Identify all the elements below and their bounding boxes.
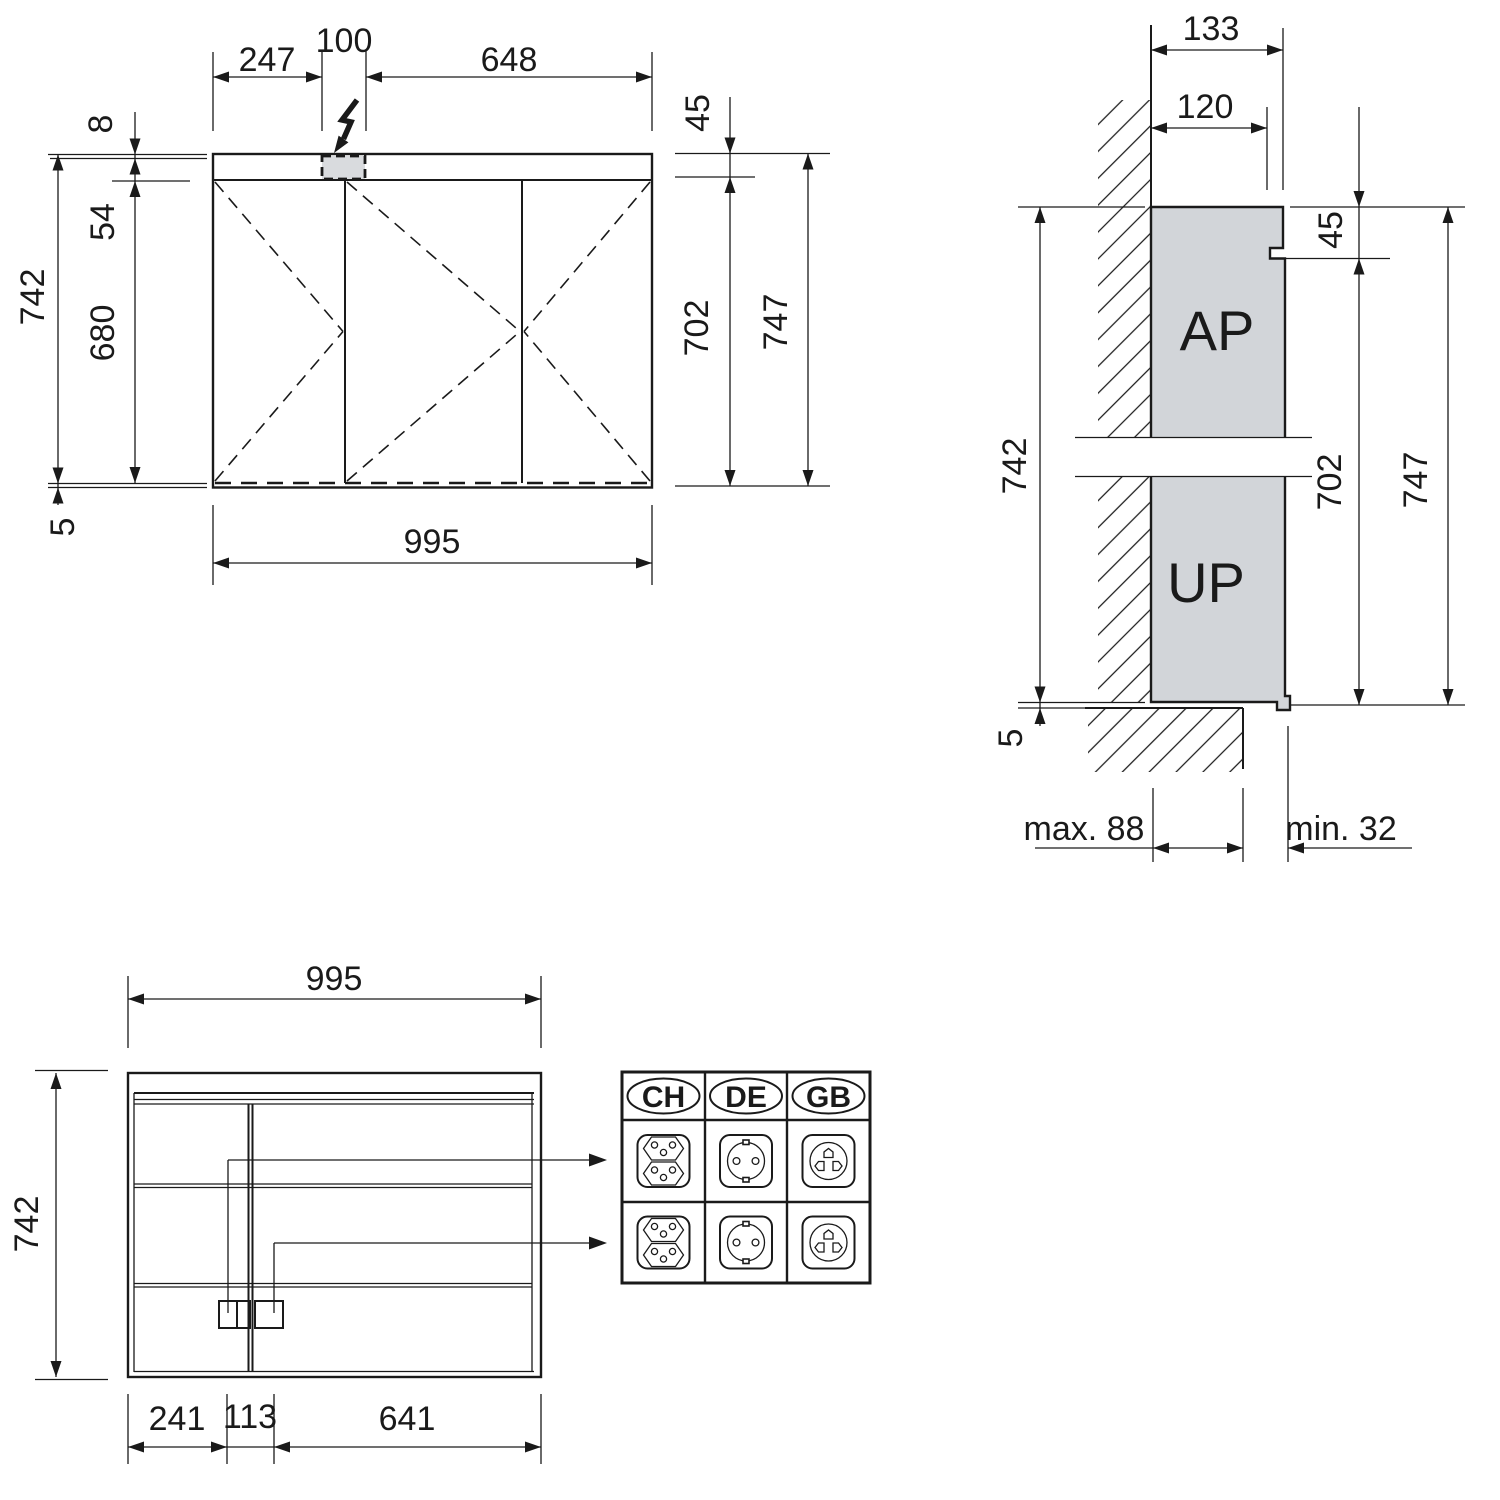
socket-panel	[622, 1072, 870, 1283]
dim-241: 241	[148, 1400, 206, 1438]
power-connection-box	[322, 156, 365, 179]
leader-arrows	[228, 1154, 607, 1314]
dimension-right	[675, 94, 830, 486]
dim-5: 5	[44, 517, 82, 537]
dim-45-side: 45	[1312, 211, 1350, 249]
side-view	[992, 10, 1465, 862]
dim-113: 113	[222, 1398, 278, 1436]
dim-45: 45	[679, 94, 717, 132]
dim-742: 742	[14, 268, 52, 326]
dim-100: 100	[315, 22, 373, 60]
dimension-interior-top	[128, 960, 541, 1048]
up-label: UP	[1167, 551, 1245, 614]
dim-747: 747	[757, 293, 795, 351]
interior-cabinet-outline	[128, 1073, 541, 1377]
dim-742-interior: 742	[8, 1195, 46, 1253]
interior-view	[8, 960, 607, 1464]
dimension-interior-left	[8, 1071, 108, 1380]
country-label-de: DE	[725, 1081, 767, 1114]
dim-702: 702	[678, 299, 716, 357]
dimension-top	[213, 22, 652, 131]
front-view	[14, 22, 830, 585]
dim-247: 247	[238, 41, 296, 79]
dimension-left	[14, 112, 207, 536]
dim-995-interior: 995	[305, 960, 363, 998]
ap-label: AP	[1179, 299, 1255, 362]
dim-5-side: 5	[992, 728, 1030, 748]
shelf-lines	[134, 1184, 532, 1287]
dim-702-side: 702	[1311, 453, 1349, 511]
dim-8: 8	[82, 114, 120, 134]
country-label-ch: CH	[641, 1081, 686, 1114]
dim-995: 995	[403, 523, 461, 561]
dim-641: 641	[378, 1400, 436, 1438]
lightning-bolt-icon	[334, 100, 357, 153]
country-label-gb: GB	[806, 1081, 851, 1114]
dimension-depth	[1151, 10, 1283, 190]
dim-54: 54	[84, 203, 122, 241]
center-partition	[249, 1104, 253, 1372]
recess-hatch	[1088, 708, 1243, 772]
dimension-side-right	[1272, 107, 1465, 705]
dim-120: 120	[1176, 88, 1234, 126]
dim-747-side: 747	[1397, 451, 1435, 509]
dim-133: 133	[1182, 10, 1240, 48]
dim-max-88: max. 88	[1023, 810, 1145, 848]
dim-min-32: min. 32	[1285, 810, 1397, 848]
dimension-interior-bottom	[128, 1394, 541, 1464]
door-swing-lines	[215, 182, 650, 481]
socket-box-left	[219, 1301, 250, 1328]
dim-680: 680	[84, 304, 122, 362]
break-lines	[1075, 438, 1312, 477]
cabinet-outline	[213, 154, 652, 488]
socket-box-right	[255, 1301, 283, 1328]
dimension-bottom	[213, 505, 652, 585]
dim-742-side: 742	[996, 437, 1034, 495]
wall-hatch	[1098, 100, 1151, 702]
dim-648: 648	[480, 41, 538, 79]
